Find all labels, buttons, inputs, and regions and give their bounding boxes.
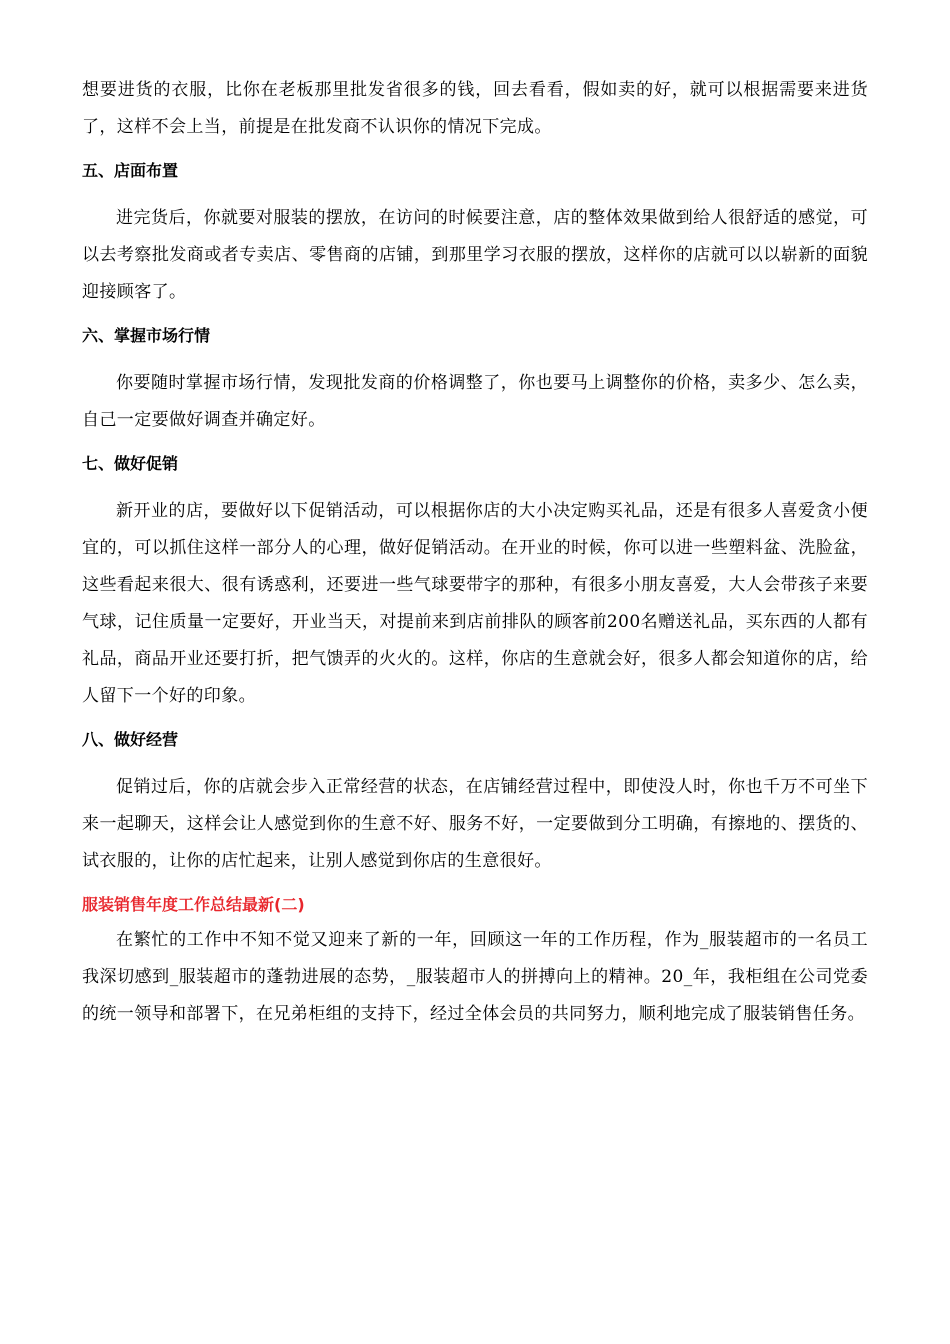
section-heading-market-trends: 六、掌握市场行情 bbox=[82, 326, 211, 345]
paragraph-store-layout: 进完货后，你就要对服装的摆放，在访问的时候要注意，店的整体效果做到给人很舒适的感觉，可以去考察批发商或者专卖店、零售商的店铺，到那里学习衣服的摆放，这样你的店就可以以崭新的面貌迎接顾客了。 bbox=[82, 208, 868, 302]
paragraph-promotion: 新开业的店，要做好以下促销活动，可以根据你店的大小决定购买礼品，还是有很多人喜爱贪小便宜的，可以抓住这样一部分人的心理，做好促销活动。在开业的时候，你可以进一些塑料盆、洗脸盆，这些看起来很大、很有诱惑利，还要进一些气球要带字的那种，有很多小朋友喜爱，大人会带孩子来要气球，记住质量一定要好，开业当天，对提前来到店前排队的顾客前200名赠送礼品，买东西的人都有礼品，商品开业还要打折，把气馈弄的火火的。这样，你店的生意就会好，很多人都会知道你的店，给人留下一个好的印象。 bbox=[82, 501, 868, 706]
paragraph-annual-summary-intro: 在繁忙的工作中不知不觉又迎来了新的一年，回顾这一年的工作历程，作为_服装超市的一名员工我深切感到_服装超市的蓬勃进展的态势，_服装超市人的拼搏向上的精神。20_年，我柜组在公司党委的统一领导和部署下，在兄弟柜组的支持下，经过全体会员的共同努力，顺利地完成了服装销售任务。 bbox=[82, 930, 868, 1024]
paragraph-market-trends: 你要随时掌握市场行情，发现批发商的价格调整了，你也要马上调整你的价格，卖多少、怎么卖，自己一定要做好调查并确定好。 bbox=[82, 373, 868, 430]
document-title-part-two: 服装销售年度工作总结最新(二) bbox=[82, 895, 305, 914]
document-page bbox=[82, 72, 868, 1033]
paragraph-purchasing-tip: 想要进货的衣服，比你在老板那里批发省很多的钱，回去看看，假如卖的好，就可以根据需要来进货了，这样不会上当，前提是在批发商不认识你的情况下完成。 bbox=[82, 80, 868, 137]
paragraph-operations: 促销过后，你的店就会步入正常经营的状态，在店铺经营过程中，即使没人时，你也千万不可坐下来一起聊天，这样会让人感觉到你的生意不好、服务不好，一定要做到分工明确，有擦地的、摆货的、试衣服的，让你的店忙起来，让别人感觉到你店的生意很好。 bbox=[82, 777, 868, 871]
section-heading-store-layout: 五、店面布置 bbox=[82, 161, 179, 180]
section-heading-promotion: 七、做好促销 bbox=[82, 454, 179, 473]
section-heading-operations: 八、做好经营 bbox=[82, 730, 179, 749]
